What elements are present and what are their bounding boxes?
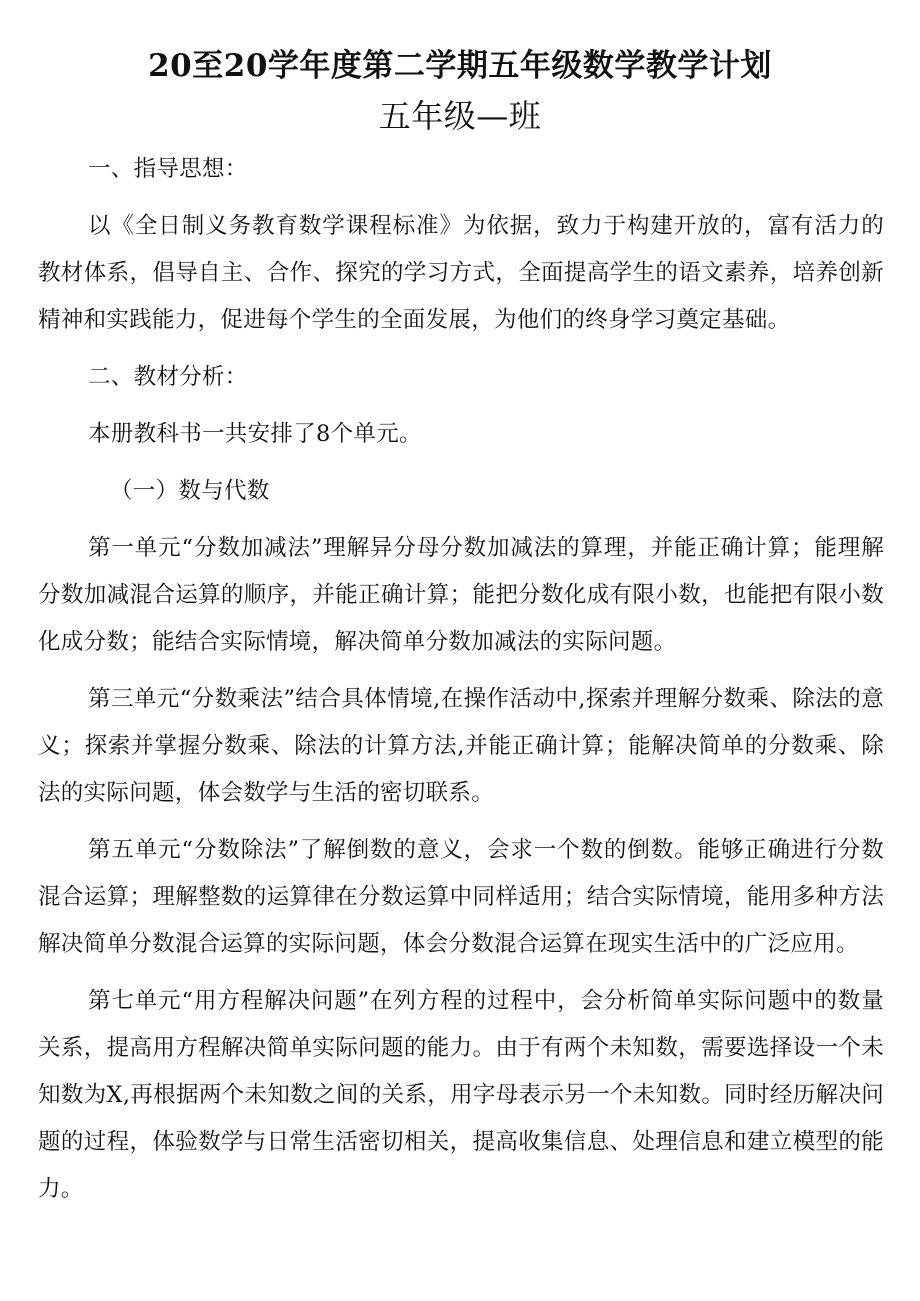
guiding-paragraph: 以《全日制义务教育数学课程标准》为依据，致力于构建开放的，富有活力的教材体系，倡导自主、合作、探究的学习方式，全面提高学生的语文素养，培养创新精神和实践能力，促进每个学生的全面发展，为他们的终身学习奠定基础。 [38, 213, 884, 333]
unit-5-paragraph: 第五单元“分数除法”了解倒数的意义，会求一个数的倒数。能够正确进行分数混合运算；理解整数的运算律在分数运算中同样适用；结合实际情境，能用多种方法解决简单分数混合运算的实际问题，体会分数混合运算在现实生活中的广泛应用。 [38, 837, 884, 957]
analysis-heading: 二、教材分析： [88, 364, 248, 390]
unit-7-paragraph: 第七单元“用方程解决问题”在列方程的过程中，会分析简单实际问题中的数量关系，提高用方程解决简单实际问题的能力。由于有两个未知数，需要选择设一个未知数为X,再根据两个未知数之间的关系，用字母表示另一个未知数。同时经历解决问题的过程，体验数学与日常生活密切相关，提高收集信息、处理信息和建立模型的能力。 [38, 988, 884, 1202]
analysis-intro: 本册教科书一共安排了8个单元。 [88, 421, 422, 447]
guiding-heading: 一、指导思想： [88, 156, 248, 182]
document-title: 20至20学年度第二学期五年级数学教学计划 [148, 48, 772, 84]
class-name: 五年级—班 [378, 97, 542, 135]
unit-3-paragraph: 第三单元“分数乘法”结合具体情境,在操作活动中,探索并理解分数乘、除法的意义；探索并掌握分数乘、除法的计算方法,并能正确计算；能解决简单的分数乘、除法的实际问题，体会数学与生活的密切联系。 [38, 686, 884, 806]
numbers-algebra-heading: （一）数与代数 [110, 478, 270, 504]
unit-1-paragraph: 第一单元“分数加减法”理解异分母分数加减法的算理，并能正确计算；能理解分数加减混合运算的顺序，并能正确计算；能把分数化成有限小数，也能把有限小数化成分数；能结合实际情境，解决简单分数加减法的实际问题。 [38, 535, 884, 655]
document-body [38, 146, 884, 1223]
